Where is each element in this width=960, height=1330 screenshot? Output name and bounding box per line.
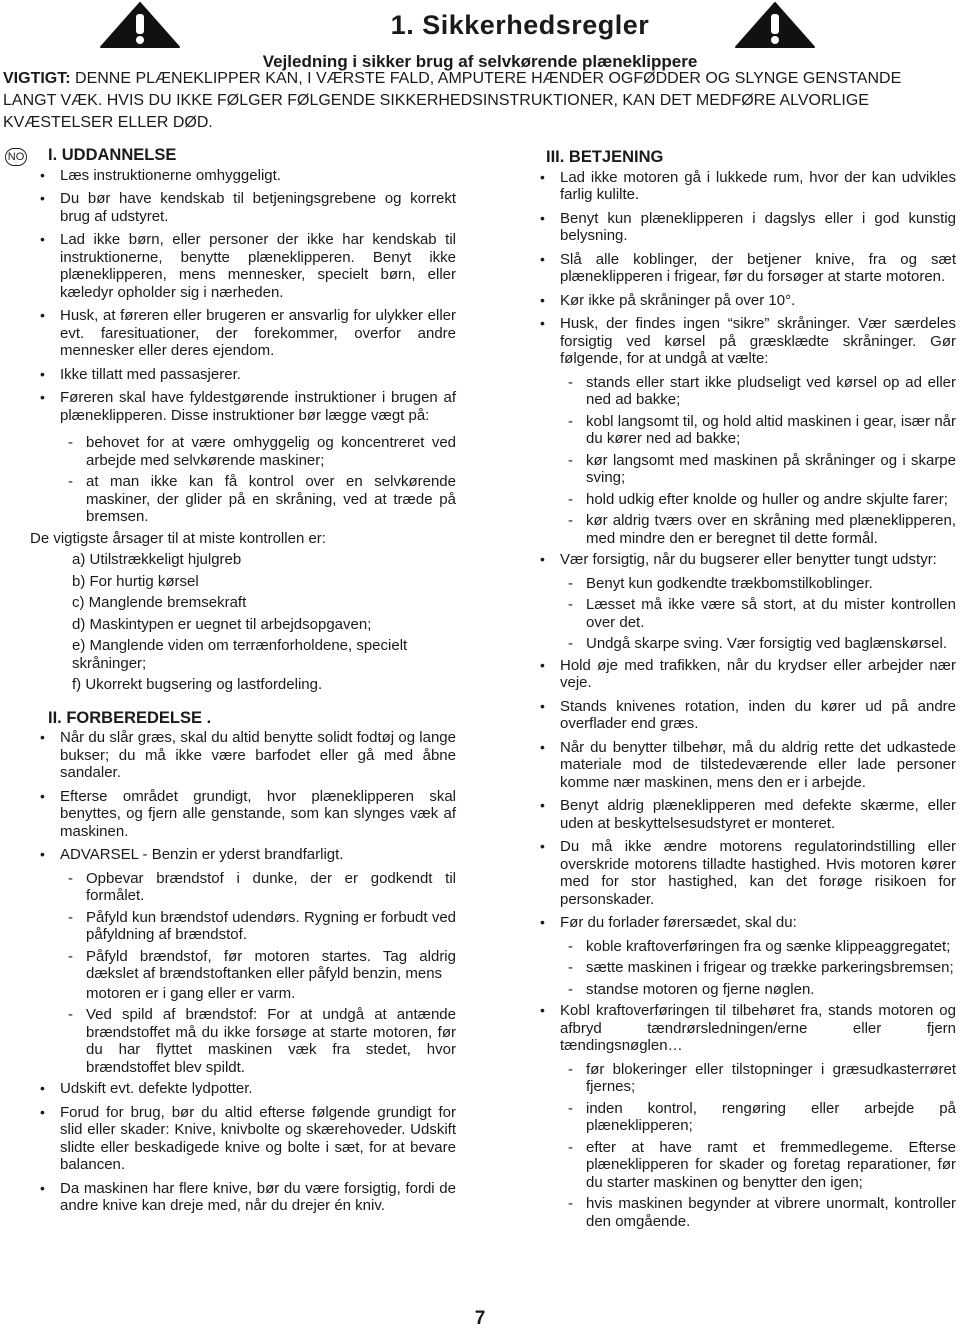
list-item: • Før du forlader førersædet, skal du:: [534, 914, 956, 932]
warning-triangle-icon: [100, 2, 180, 48]
page-title: 1. Sikkerhedsregler: [390, 10, 650, 40]
dash-item: - Læsset må ikke være så stort, at du mister kontrollen over det.: [534, 596, 956, 631]
list-item: • Forud for brug, bør du altid efterse følgende grundigt for slid eller skader: Knive, knivbolte og skærehoveder. Udskift slidte eller beskadigede knive og bolte i sæt, for at bevare balancen.: [34, 1104, 456, 1174]
list-item: • Lad ikke børn, eller personer der ikke har kendskab til instruktionerne, benytte plæneklipperen. Benyt ikke plæneklipperen, mens mennesker, specielt børn, eller kæledyr opholder sig i nærheden.: [34, 231, 456, 301]
cause-key: d): [72, 615, 86, 633]
cause-item: [34, 551, 456, 569]
dash-item: - kør langsomt med maskinen på skråninger og i skarpe sving;: [534, 452, 956, 487]
dash-item: - inden kontrol, rengøring eller arbejde på plæneklipperen;: [534, 1100, 956, 1135]
list-item: • Når du benytter tilbehør, må du aldrig rette det udkastede materiale mod de tilstedeværende eller lade personer komme nær maskinen, mens den er i arbejde.: [534, 739, 956, 792]
list-item: • Benyt aldrig plæneklipperen med defekte skærme, eller uden at beskyttelsesudstyret er monteret.: [534, 797, 956, 832]
cause-text: For hurtig kørsel: [89, 572, 199, 590]
cause-text: Maskintypen er uegnet til arbejdsopgaven;: [89, 615, 372, 633]
dash-item: - Ved spild af brændstof: For at undgå at antænde brændstoffet må du ikke forsøge at starte motoren, før du har flyttet maskinen væk fra stedet, hvor brændstoffet blev spildt.: [34, 1006, 456, 1076]
page-number: 7: [474, 1308, 486, 1329]
cause-item: [34, 594, 456, 612]
warning-label: VIGTIGT:: [3, 70, 71, 87]
right-column: [534, 149, 956, 1234]
dash-item: - Påfyld brændstof, før motoren startes. Tag aldrig dækslet af brændstoftanken eller påfyld benzin, mens: [34, 948, 456, 983]
dash-item: - kobl langsomt til, og hold altid maskinen i gear, især når du kører ned ad bakke;: [534, 413, 956, 448]
list-item: • Hold øje med trafikken, når du krydser eller arbejder nær veje.: [534, 657, 956, 692]
list-item: • ADVARSEL - Benzin er yderst brandfarligt.: [34, 846, 456, 864]
cause-key: e): [72, 637, 86, 654]
dash-item: - sætte maskinen i frigear og trække parkeringsbremsen;: [534, 959, 956, 977]
cause-key: b): [72, 572, 86, 590]
dash-item: - stands eller start ikke pludseligt ved kørsel op ad eller ned ad bakke;: [534, 374, 956, 409]
warning-text: DENNE PLÆNEKLIPPER KAN, I VÆRSTE FALD, AMPUTERE HÆNDER OGFØDDER OG SLYNGE GENSTANDE LANGT VÆK. HVIS DU IKKE FØLGER FØLGENDE SIKKERHEDSINSTRUKTIONER, KAN DET MEDFØRE ALVORLIGE KVÆSTELSER ELLER DØD.: [3, 70, 902, 131]
list-item: • Kør ikke på skråninger på over 10°.: [534, 292, 956, 310]
dash-item: - at man ikke kan få kontrol over en selvkørende maskiner, der glider på en skråning, ved at træde på bremsen.: [34, 473, 456, 526]
section-3-title: III. BETJENING: [546, 148, 664, 166]
list-item: • Vær forsigtig, når du bugserer eller benytter tungt udstyr:: [534, 551, 956, 569]
dash-item: - Undgå skarpe sving. Vær forsigtig ved baglænskørsel.: [534, 635, 956, 653]
dash-item: - efter at have ramt et fremmedlegeme. Efterse plæneklipperen for skader og foretag reparationer, før du starter maskinen og benytter den igen;: [534, 1139, 956, 1192]
dash-item: - Påfyld kun brændstof udendørs. Rygning er forbudt ved påfyldning af brændstof.: [34, 909, 456, 944]
cause-item: [34, 637, 456, 672]
dash-item: - hvis maskinen begynder at vibrere unormalt, kontroller den omgående.: [534, 1195, 956, 1230]
dash-continuation: motoren er i gang eller er varm.: [86, 984, 296, 1002]
cause-item: [34, 616, 456, 634]
list-item: • Husk, at føreren eller brugeren er ansvarlig for ulykker eller evt. faresituationer, der forekommer, overfor andre mennesker eller deres ejendom.: [34, 307, 456, 360]
causes-intro: De vigtigste årsager til at miste kontrollen er:: [30, 529, 326, 547]
list-item: • Ikke tillatt med passasjerer.: [34, 366, 456, 384]
cause-text: Utilstrækkeligt hjulgreb: [89, 551, 242, 568]
list-item: • Læs instruktionerne omhyggeligt.: [34, 167, 456, 185]
cause-key: c): [72, 594, 85, 611]
cause-key: a): [72, 551, 86, 568]
list-item: • Når du slår græs, skal du altid benytte solidt fodtøj og lange bukser; du må ikke være barfodet eller gå med åbne sandaler.: [34, 729, 456, 782]
list-item: • Lad ikke motoren gå i lukkede rum, hvor der kan udvikles farlig kulilte.: [534, 169, 956, 204]
cause-text: Manglende bremsekraft: [88, 594, 247, 611]
left-column: [30, 146, 456, 1221]
dash-item: - behovet for at være omhyggelig og koncentreret ved arbejde med selvkørende maskiner;: [34, 434, 456, 469]
dash-item: - hold udkig efter knolde og huller og andre skjulte farer;: [534, 491, 956, 509]
cause-text: Manglende viden om terrænforholdene, specielt skråninger;: [72, 637, 408, 672]
list-item: • Benyt kun plæneklipperen i dagslys eller i god kunstig belysning.: [534, 210, 956, 245]
dash-item: - koble kraftoverføringen fra og sænke klippeaggregatet;: [534, 938, 956, 956]
dash-item: - kør aldrig tværs over en skråning med plæneklipperen, med mindre den er beregnet til dette formål.: [534, 512, 956, 547]
section-2-title: II. FORBEREDELSE .: [48, 708, 212, 727]
list-item: • Slå alle koblinger, der betjener knive, fra og sæt plæneklipperen i frigear, før du forsøger at starte motoren.: [534, 251, 956, 286]
warning-triangle-icon: [735, 2, 815, 48]
list-item: • Udskift evt. defekte lydpotter.: [34, 1080, 456, 1098]
list-item: • Føreren skal have fyldestgørende instruktioner i brugen af plæneklipperen. Disse instruktioner bør lægge vægt på:: [34, 389, 456, 424]
list-item: • Du må ikke ændre motorens regulatorindstilling eller overskride motorens tilladte hastighed. Hvis motoren kører med for stor hastighed, kan det forøge risikoen for personskader.: [534, 838, 956, 908]
cause-text: Ukorrekt bugsering og lastfordeling.: [85, 676, 323, 693]
list-item: • Da maskinen har flere knive, bør du være forsigtig, fordi de andre knive kan dreje med, når du drejer én kniv.: [34, 1180, 456, 1215]
warning-intro: [3, 68, 958, 134]
language-badge: NO: [5, 148, 27, 166]
list-item: • Du bør have kendskab til betjeningsgrebene og korrekt brug af udstyret.: [34, 190, 456, 225]
page-subtitle: Vejledning i sikker brug af selvkørende plæneklippere: [262, 52, 698, 71]
list-item: • Husk, der findes ingen “sikre” skråninger. Vær særdeles forsigtig ved kørsel på græsklædte skråninger. Gør følgende, for at undgå at vælte:: [534, 315, 956, 368]
cause-item: [34, 573, 456, 591]
list-item: • Efterse området grundigt, hvor plæneklipperen skal benyttes, og fjern alle genstande, som kan slynges væk af maskinen.: [34, 788, 456, 841]
list-item: • Kobl kraftoverføringen til tilbehøret fra, stands motoren og afbryd tændrørsledningen/erne eller fjern tændingsnøglen…: [534, 1002, 956, 1055]
dash-item: - før blokeringer eller tilstopninger i græsudkasterrøret fjernes;: [534, 1061, 956, 1096]
dash-item: - standse motoren og fjerne nøglen.: [534, 981, 956, 999]
list-item: • Stands knivenes rotation, inden du kører ud på andre overflader end græs.: [534, 698, 956, 733]
section-1-title: I. UDDANNELSE: [48, 146, 177, 164]
dash-item: - Benyt kun godkendte trækbomstilkoblinger.: [534, 575, 956, 593]
dash-item: - Opbevar brændstof i dunke, der er godkendt til formålet.: [34, 870, 456, 905]
cause-key: f): [72, 676, 82, 693]
cause-item: [34, 676, 456, 694]
